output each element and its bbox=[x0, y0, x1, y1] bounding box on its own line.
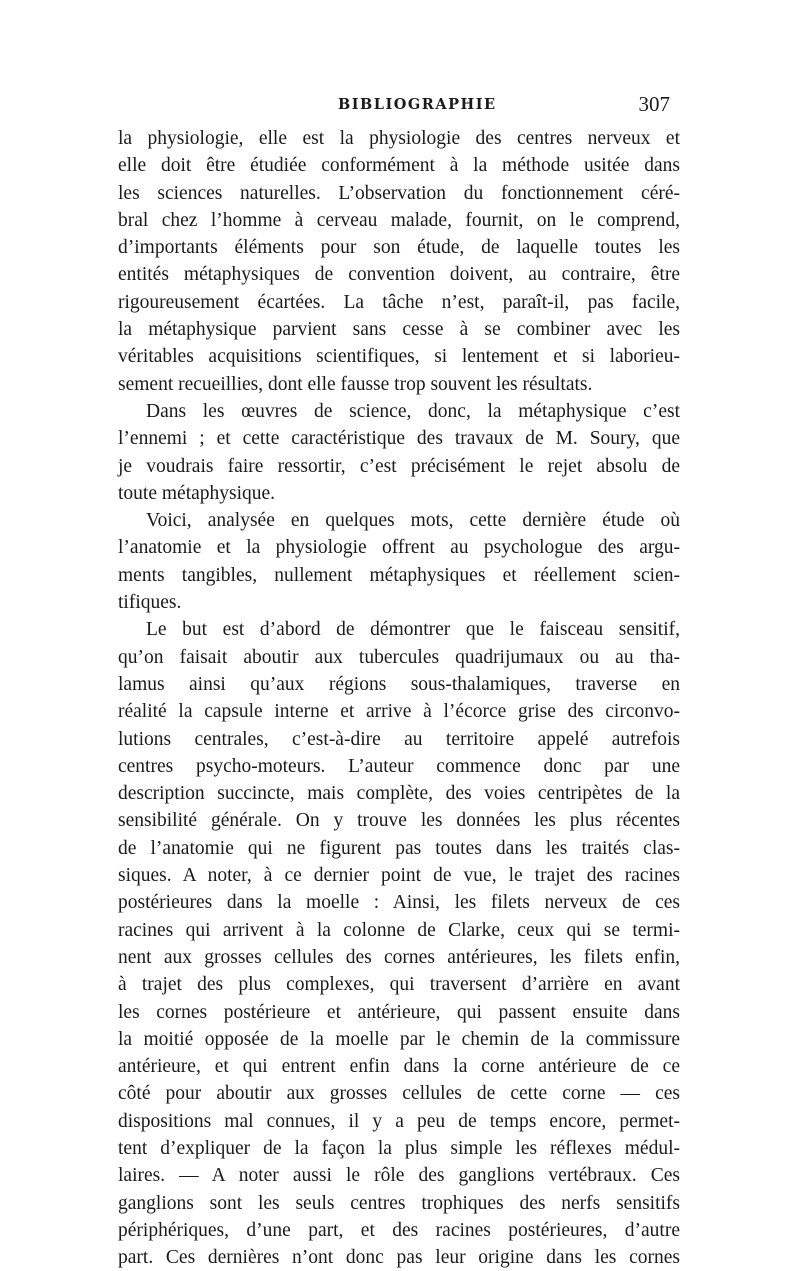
text-line: rigoureusement écartées. La tâche n’est, paraît-il, pas facile, bbox=[118, 291, 680, 313]
paragraph-first-line: Voici, analysée en quelques mots, cette dernière étude où bbox=[146, 510, 680, 532]
text-line: description succincte, mais complète, des voies centripètes de la bbox=[118, 783, 680, 805]
text-line: la moitié opposée de la moelle par le chemin de la commissure bbox=[118, 1028, 680, 1050]
text-line: entités métaphysiques de convention doivent, au contraire, être bbox=[118, 264, 680, 286]
text-line: d’importants éléments pour son étude, de laquelle toutes les bbox=[118, 237, 680, 259]
text-line: nent aux grosses cellules des cornes antérieures, les filets enfin, bbox=[118, 946, 680, 968]
text-line: la physiologie, elle est la physiologie des centres nerveux et bbox=[118, 128, 680, 149]
text-line: tifiques. bbox=[118, 592, 182, 614]
text-line: toute métaphysique. bbox=[118, 482, 276, 504]
text-line: lamus ainsi qu’aux régions sous-thalamiques, traverse en bbox=[118, 673, 680, 695]
text-line: véritables acquisitions scientifiques, si lentement et si laborieu- bbox=[118, 346, 680, 368]
text-line: bral chez l’homme à cerveau malade, fournit, on le comprend, bbox=[118, 209, 680, 231]
running-head: BIBLIOGRAPHIE bbox=[338, 96, 497, 113]
text-line: elle doit être étudiée conformément à la méthode usitée dans bbox=[118, 155, 680, 177]
text-line: l’ennemi ; et cette caractéristique des travaux de M. Soury, que bbox=[118, 428, 680, 450]
text-line: réalité la capsule interne et arrive à l’écorce grise des circonvo- bbox=[118, 701, 680, 723]
text-line: sensibilité générale. On y trouve les données les plus récentes bbox=[118, 810, 680, 832]
text-line: sement recueillies, dont elle fausse trop souvent les résultats. bbox=[118, 373, 593, 395]
text-line: racines qui arrivent à la colonne de Clarke, ceux qui se termi- bbox=[118, 919, 680, 941]
page-number: 307 bbox=[638, 92, 670, 116]
text-line: les cornes postérieure et antérieure, qui passent ensuite dans bbox=[118, 1001, 680, 1023]
text-line: postérieures dans la moelle : Ainsi, les filets nerveux de ces bbox=[118, 892, 680, 914]
text-line: de l’anatomie qui ne figurent pas toutes dans les traités clas- bbox=[118, 837, 680, 859]
text-line: lutions centrales, c’est-à-dire au territoire appelé autrefois bbox=[118, 728, 680, 750]
paragraph-first-line: Dans les œuvres de science, donc, la métaphysique c’est bbox=[146, 400, 680, 422]
text-line: dispositions mal connues, il y a peu de temps encore, permet- bbox=[118, 1110, 680, 1132]
text-line: laires. — A noter aussi le rôle des ganglions vertébraux. Ces bbox=[118, 1165, 680, 1187]
text-line: je voudrais faire ressortir, c’est précisément le rejet absolu de bbox=[118, 455, 680, 477]
text-line: part. Ces dernières n’ont donc pas leur origine dans les cornes bbox=[118, 1247, 680, 1269]
paragraph-first-line: Le but est d’abord de démontrer que le faisceau sensitif, bbox=[146, 619, 680, 641]
text-line: à trajet des plus complexes, qui traversent d’arrière en avant bbox=[118, 974, 680, 996]
text-line: ments tangibles, nullement métaphysiques et réellement scien- bbox=[118, 564, 680, 586]
text-line: les sciences naturelles. L’observation du fonctionnement céré- bbox=[118, 182, 680, 204]
text-line: la métaphysique parvient sans cesse à se combiner avec les bbox=[118, 319, 680, 341]
text-line: siques. A noter, à ce dernier point de vue, le trajet des racines bbox=[118, 865, 680, 887]
text-line: périphériques, d’une part, et des racines postérieures, d’autre bbox=[118, 1219, 680, 1241]
page-header bbox=[118, 93, 678, 117]
text-line: antérieure, et qui entrent enfin dans la corne antérieure de ce bbox=[118, 1056, 680, 1078]
body-text bbox=[118, 125, 680, 1271]
text-line: qu’on faisait aboutir aux tubercules quadrijumaux ou au tha- bbox=[118, 646, 680, 668]
text-line: tent d’expliquer de la façon la plus simple les réflexes médul- bbox=[118, 1137, 680, 1159]
text-line: côté pour aboutir aux grosses cellules de cette corne — ces bbox=[118, 1083, 680, 1105]
text-line: centres psycho-moteurs. L’auteur commence donc par une bbox=[118, 755, 680, 777]
text-line: ganglions sont les seuls centres trophiques des nerfs sensitifs bbox=[118, 1192, 680, 1214]
text-line: l’anatomie et la physiologie offrent au psychologue des argu- bbox=[118, 537, 680, 559]
